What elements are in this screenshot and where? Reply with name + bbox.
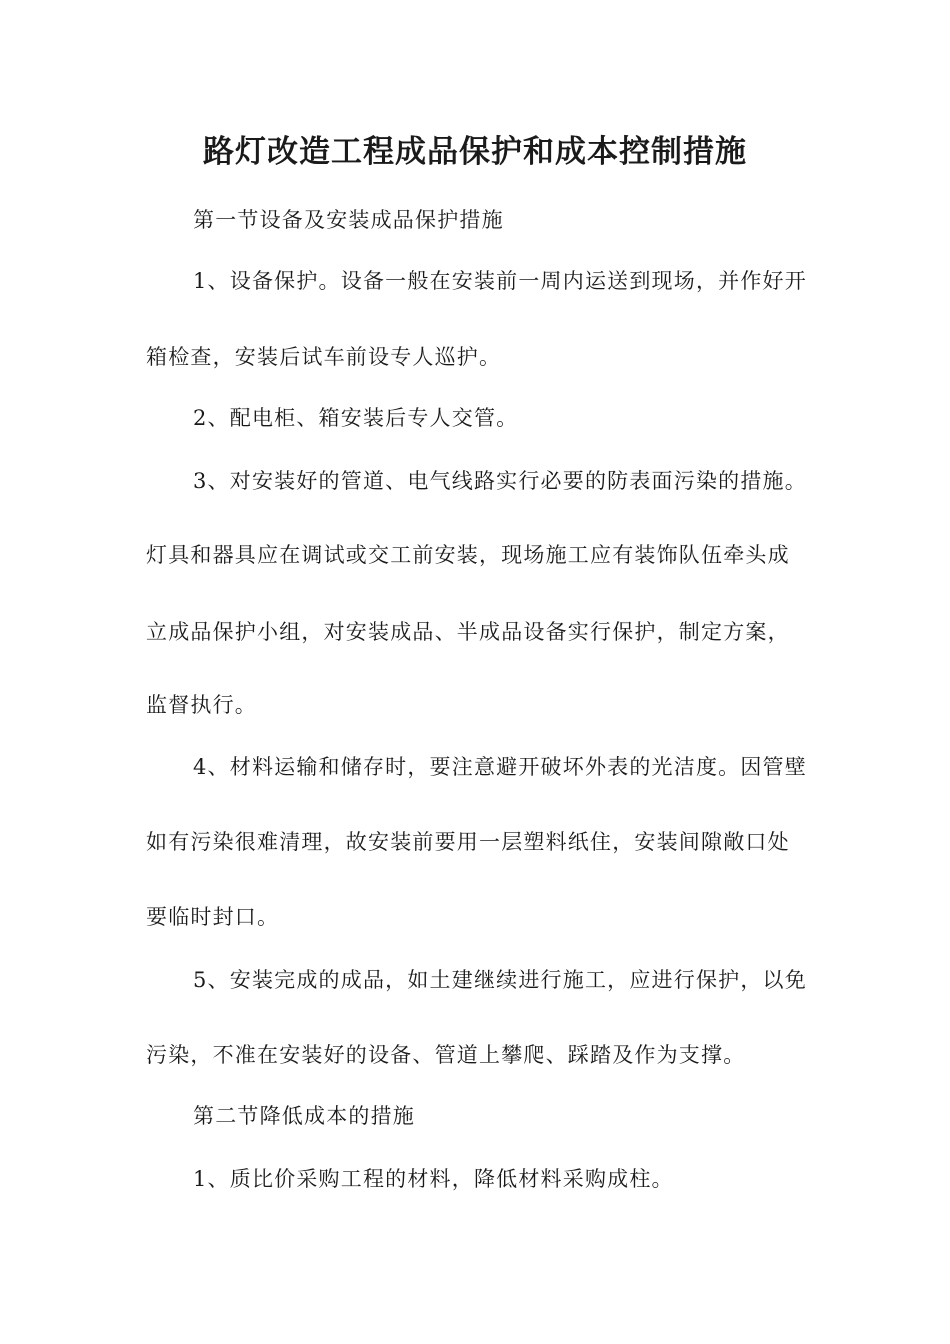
paragraph-line: 监督执行。	[146, 693, 257, 717]
paragraph-line: 污染，不准在安装好的设备、管道上攀爬、踩踏及作为支撑。	[146, 1043, 746, 1067]
paragraph-line: 5、安装完成的成品，如土建继续进行施工，应进行保护，以免	[193, 968, 807, 992]
section-heading-1: 第一节设备及安装成品保护措施	[193, 208, 504, 232]
paragraph-line: 2、配电柜、箱安装后专人交管。	[193, 406, 519, 430]
paragraph-line: 3、对安装好的管道、电气线路实行必要的防表面污染的措施。	[193, 469, 807, 493]
paragraph-line: 灯具和器具应在调试或交工前安装，现场施工应有装饰队伍牵头成	[146, 543, 790, 567]
paragraph-line: 1、设备保护。设备一般在安装前一周内运送到现场，并作好开	[193, 269, 807, 293]
paragraph-line: 1、质比价采购工程的材料，降低材料采购成柱。	[193, 1167, 674, 1191]
paragraph-line: 要临时封口。	[146, 905, 280, 929]
paragraph-line: 如有污染很难清理，故安装前要用一层塑料纸住，安装间隙敞口处	[146, 830, 790, 854]
section-heading-2: 第二节降低成本的措施	[193, 1104, 415, 1128]
paragraph-line: 4、材料运输和储存时，要注意避开破坏外表的光洁度。因管壁	[193, 755, 807, 779]
paragraph-line: 立成品保护小组，对安装成品、半成品设备实行保护，制定方案，	[146, 620, 790, 644]
paragraph-line: 箱检查，安装后试车前设专人巡护。	[146, 345, 502, 369]
document-title: 路灯改造工程成品保护和成本控制措施	[203, 134, 747, 170]
